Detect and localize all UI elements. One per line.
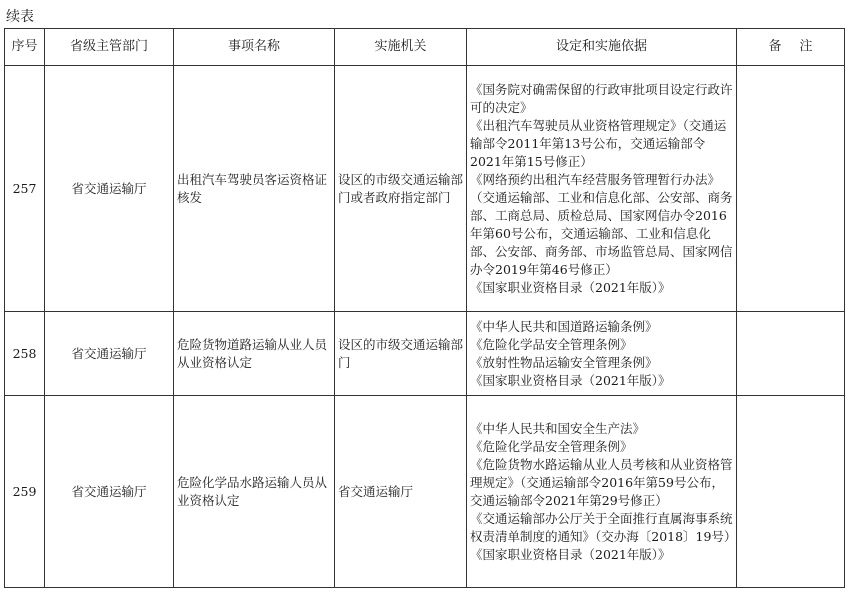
cell-remark <box>737 66 845 312</box>
table-caption: 续表 <box>6 9 34 25</box>
basis-line: 《放射性物品运输安全管理条例》 <box>470 354 658 370</box>
cell-dept: 省交通运输厅 <box>45 312 174 396</box>
cell-agency: 设区的市级交通运输部门 <box>335 312 467 396</box>
basis-line: 《网络预约出租汽车经营服务管理暂行办法》（交通运输部、工业和信息化部、公安部、商务部、工商总局、质检总局、国家网信办令2016年第60号公布，交通运输部、工业和信息化部、公安部、商务部、市场监管总局、国家网信办令2019年第46号修正） <box>470 171 733 277</box>
table-row <box>5 312 845 396</box>
cell-dept: 省交通运输厅 <box>45 66 174 312</box>
cell-basis <box>467 66 737 312</box>
header-agency: 实施机关 <box>335 29 467 66</box>
cell-remark <box>737 396 845 588</box>
basis-line: 《中华人民共和国道路运输条例》 <box>470 318 658 334</box>
basis-line: 《国务院对确需保留的行政审批项目设定行政许可的决定》 <box>470 81 733 115</box>
cell-item: 危险货物道路运输从业人员从业资格认定 <box>174 312 335 396</box>
basis-line: 《危险化学品安全管理条例》 <box>470 438 633 454</box>
basis-line: 《中华人民共和国安全生产法》 <box>470 420 646 436</box>
header-basis: 设定和实施依据 <box>467 29 737 66</box>
basis-line: 《国家职业资格目录（2021年版）》 <box>470 372 671 388</box>
table-header-row <box>5 29 845 66</box>
basis-line: 《危险货物水路运输从业人员考核和从业资格管理规定》（交通运输部令2016年第59号公布，交通运输部令2021年第29号修正） <box>470 456 733 508</box>
approval-items-table <box>4 28 845 588</box>
cell-remark <box>737 312 845 396</box>
cell-no: 259 <box>5 396 45 588</box>
header-remark: 备注 <box>737 29 845 66</box>
table-row <box>5 396 845 588</box>
basis-line: 《出租汽车驾驶员从业资格管理规定》（交通运输部令2011年第13号公布，交通运输部令2021年第15号修正） <box>470 117 727 169</box>
cell-dept: 省交通运输厅 <box>45 396 174 588</box>
cell-item: 出租汽车驾驶员客运资格证核发 <box>174 66 335 312</box>
basis-line: 《危险化学品安全管理条例》 <box>470 336 633 352</box>
cell-basis <box>467 396 737 588</box>
cell-agency: 设区的市级交通运输部门或者政府指定部门 <box>335 66 467 312</box>
cell-no: 258 <box>5 312 45 396</box>
basis-line: 《国家职业资格目录（2021年版）》 <box>470 546 671 562</box>
cell-basis <box>467 312 737 396</box>
table-row <box>5 66 845 312</box>
cell-item: 危险化学品水路运输人员从业资格认定 <box>174 396 335 588</box>
header-item: 事项名称 <box>174 29 335 66</box>
cell-no: 257 <box>5 66 45 312</box>
basis-line: 《国家职业资格目录（2021年版）》 <box>470 279 671 295</box>
cell-agency: 省交通运输厅 <box>335 396 467 588</box>
header-no: 序号 <box>5 29 45 66</box>
header-dept: 省级主管部门 <box>45 29 174 66</box>
basis-line: 《交通运输部办公厅关于全面推行直属海事系统权责清单制度的通知》（交办海〔2018〕19号） <box>470 510 737 544</box>
